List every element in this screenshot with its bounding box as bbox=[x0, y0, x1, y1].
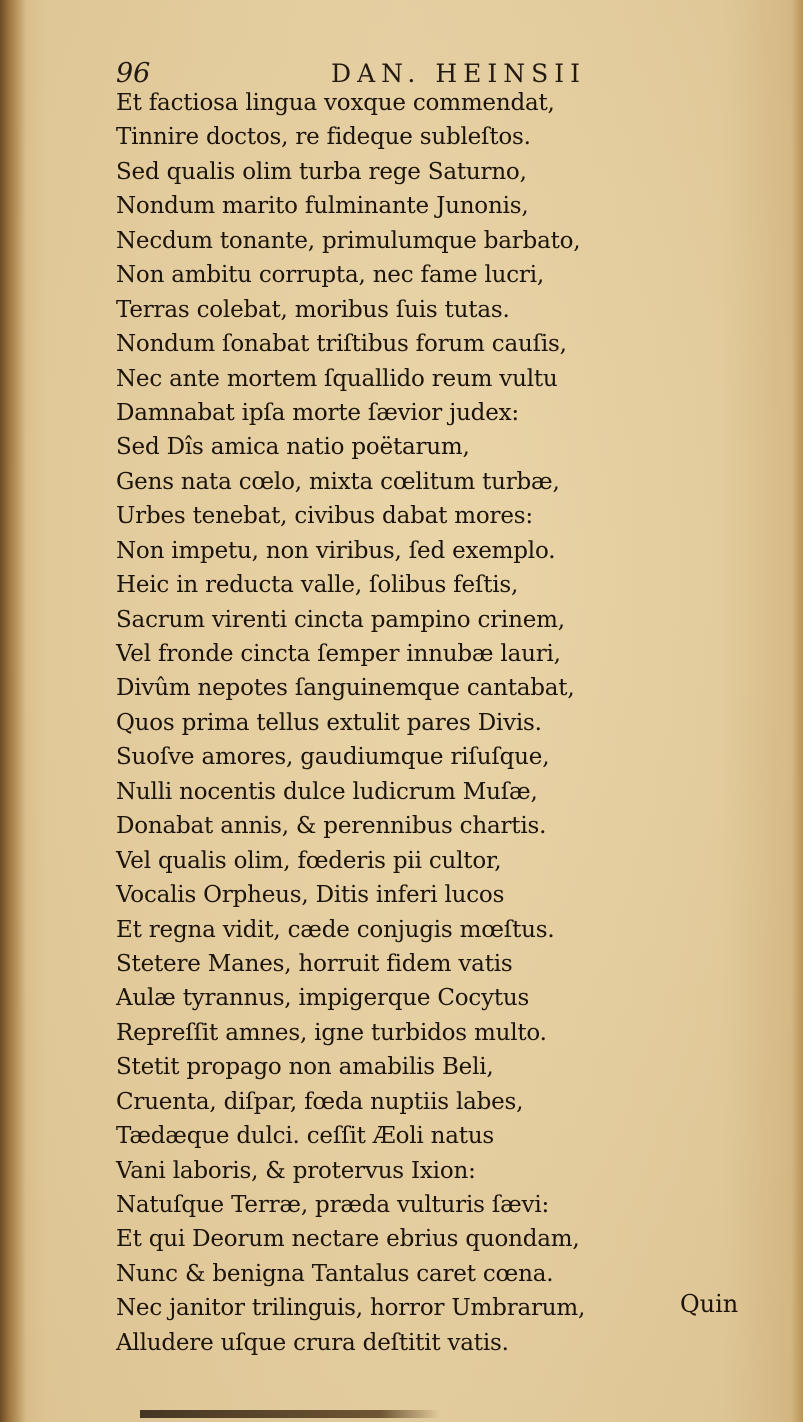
verse-line: Repreſſit amnes, igne turbidos multo. bbox=[116, 1019, 547, 1046]
page-bottom-shadow bbox=[140, 1410, 440, 1418]
verse-line: Non ambitu corrupta, nec fame lucri, bbox=[116, 262, 544, 289]
verse-line: Terras colebat, moribus ſuis tutas. bbox=[116, 296, 510, 323]
verse-line: Necdum tonante, primulumque barbato, bbox=[116, 227, 581, 254]
verse-line: Et qui Deorum nectare ebrius quondam, bbox=[116, 1226, 580, 1253]
verse-line: Sacrum virenti cincta pampino crinem, bbox=[116, 606, 565, 633]
verse-line: Stetere Manes, horruit fidem vatis bbox=[116, 950, 513, 977]
verse-line: Nondum marito fulminante Junonis, bbox=[116, 193, 529, 220]
verse-line: Aulæ tyrannus, impigerque Cocytus bbox=[116, 985, 530, 1012]
verse-line: Heic in reducta valle, ſolibus feſtis, bbox=[116, 572, 519, 599]
verse-line: Cruenta, diſpar, fœda nuptiis labes, bbox=[116, 1088, 524, 1115]
page-edge bbox=[791, 0, 803, 1422]
verse-line: Gens nata cœlo, mixta cœlitum turbæ, bbox=[116, 468, 560, 495]
verse-line: Sed Dîs amica natio poëtarum, bbox=[116, 434, 470, 461]
verse-line: Urbes tenebat, civibus dabat mores: bbox=[116, 503, 533, 530]
verse-line: Vel fronde cincta ſemper innubæ lauri, bbox=[116, 641, 561, 667]
verse-line: Tinnire doctos, re fideque subleſtos. bbox=[116, 124, 531, 151]
verse-line: Et regna vidit, cæde conjugis mœſtus. bbox=[116, 916, 555, 943]
verse-line: Sed qualis olim turba rege Saturno, bbox=[116, 158, 527, 185]
verse-line: Damnabat ipſa morte ſævior judex: bbox=[116, 399, 519, 426]
verse-line: Vocalis Orpheus, Ditis inferi lucos bbox=[116, 882, 505, 909]
verse-line: Alludere uſque crura deſtitit vatis. bbox=[116, 1329, 509, 1356]
catchword: Quin bbox=[680, 1290, 739, 1318]
verse-line: Nulli nocentis dulce ludicrum Muſæ, bbox=[116, 778, 538, 805]
verse-line: Stetit propago non amabilis Beli, bbox=[116, 1054, 494, 1081]
verse-line: Vani laboris, & protervus Ixion: bbox=[116, 1157, 476, 1184]
verse-line: Vel qualis olim, fœderis pii cultor, bbox=[116, 847, 502, 874]
verse-line: Nondum ſonabat triſtibus forum cauſis, bbox=[116, 331, 567, 358]
running-head: DAN. HEINSII bbox=[331, 59, 586, 88]
verse-text bbox=[116, 86, 676, 1360]
binding-shadow bbox=[0, 0, 26, 1422]
page-number: 96 bbox=[116, 58, 151, 89]
verse-line: Nec ante mortem ſquallido reum vultu bbox=[116, 365, 558, 392]
verse-line: Divûm nepotes ſanguinemque cantabat, bbox=[116, 675, 575, 702]
verse-line: Et factiosa lingua voxque commendat, bbox=[116, 90, 555, 116]
verse-line: Donabat annis, & perennibus chartis. bbox=[116, 813, 547, 840]
verse-line: Suoſve amores, gaudiumque riſuſque, bbox=[116, 744, 550, 771]
verse-line: Tædæque dulci. ceſſit Æoli natus bbox=[116, 1123, 495, 1150]
verse-line: Quos prima tellus extulit pares Divis. bbox=[116, 709, 542, 736]
verse-line: Non impetu, non viribus, ſed exemplo. bbox=[116, 537, 556, 564]
verse-line: Nec janitor trilinguis, horror Umbrarum, bbox=[116, 1295, 586, 1322]
verse-line: Natuſque Terræ, præda vulturis ſævi: bbox=[116, 1192, 550, 1218]
verse-line: Nunc & benigna Tantalus caret cœna. bbox=[116, 1260, 554, 1287]
